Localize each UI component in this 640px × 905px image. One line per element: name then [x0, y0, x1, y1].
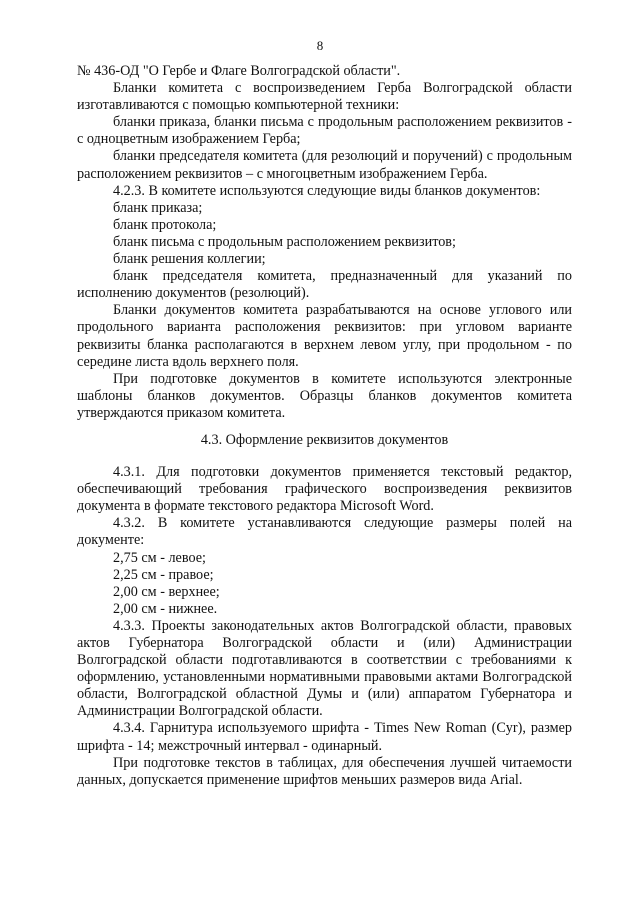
paragraph: При подготовке документов в комитете используются электронные шаблоны бланков документов. Образцы бланков документов комитета утверждаются приказом комитета.	[77, 370, 572, 421]
paragraph: бланки председателя комитета (для резолюций и поручений) с продольным расположением реквизитов – с многоцветным изображением Герба.	[77, 148, 572, 182]
paragraph: Бланки документов комитета разрабатываются на основе углового или продольного варианта расположения реквизитов: при угловом варианте реквизиты бланка располагаются в верхнем левом углу, при продольном - по середине листа вдоль верхнего поля.	[77, 302, 572, 370]
paragraph: 4.3.2. В комитете устанавливаются следующие размеры полей на документе:	[77, 515, 572, 549]
list-item: бланк решения коллегии;	[113, 251, 266, 268]
list-item: 2,00 см - нижнее.	[113, 600, 218, 617]
paragraph: При подготовке текстов в таблицах, для обеспечения лучшей читаемости данных, допускается применение шрифтов меньших размеров вида Arial.	[77, 754, 572, 788]
paragraph: № 436-ОД "О Гербе и Флаге Волгоградской области".	[77, 63, 401, 79]
paragraph: 4.3.4. Гарнитура используемого шрифта - Times New Roman (Cyr), размер шрифта - 14; межстрочный интервал - одинарный.	[77, 720, 572, 754]
section-heading: 4.3. Оформление реквизитов документов	[200, 431, 449, 448]
page-number: 8	[316, 38, 324, 53]
list-item: 2,25 см - правое;	[113, 566, 214, 583]
list-item: бланк приказа;	[113, 199, 203, 216]
list-item: 2,75 см - левое;	[113, 549, 206, 566]
paragraph: 4.2.3. В комитете используются следующие виды бланков документов:	[113, 182, 541, 199]
paragraph: 4.3.3. Проекты законодательных актов Волгоградской области, правовых актов Губернатора Волгоградской области и (или) Администрации Волгоградской области подготавливаются в соответствии с требованиями к оформлению, установленными нормативными правовыми актами Волгоградской области, Волгоградской областной Думы и (или) аппаратом Губернатора и Администрации Волгоградской области.	[77, 617, 572, 720]
paragraph: 4.3.1. Для подготовки документов применяется текстовый редактор, обеспечивающий требования графического воспроизведения реквизитов документа в формате текстового редактора Microsoft Word.	[77, 464, 572, 515]
list-item: бланк протокола;	[113, 216, 217, 233]
paragraph: бланки приказа, бланки письма с продольным расположением реквизитов - с одноцветным изображением Герба;	[77, 114, 572, 148]
list-item: бланк письма с продольным расположением реквизитов;	[113, 233, 456, 250]
paragraph: Бланки комитета с воспроизведением Герба Волгоградской области изготавливаются с помощью компьютерной техники:	[77, 80, 572, 114]
document-body	[77, 63, 572, 789]
list-item: бланк председателя комитета, предназначенный для указаний по исполнению документов (резолюций).	[77, 268, 572, 302]
list-item: 2,00 см - верхнее;	[113, 583, 220, 600]
